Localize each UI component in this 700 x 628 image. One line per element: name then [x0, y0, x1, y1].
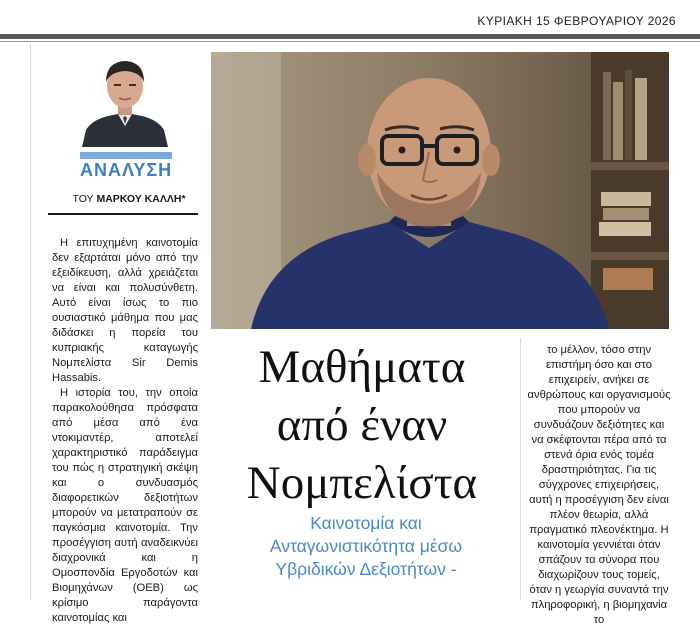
byline-rule — [48, 213, 198, 215]
byline-author: ΜΑΡΚΟΥ ΚΑΛΛΗ* — [96, 193, 186, 205]
byline-prefix: ΤΟΥ — [72, 193, 94, 205]
author-portrait-icon — [80, 52, 170, 147]
header-thin-rule — [0, 41, 700, 42]
column-divider — [520, 338, 521, 600]
issue-date: ΚΥΡΙΑΚΗ 15 ΦΕΒΡΟΥΑΡΙΟΥ 2026 — [477, 14, 676, 28]
article-column-left — [52, 236, 198, 626]
interviewee-portrait-icon — [211, 52, 669, 329]
section-label: ΑΝΑΛΥΣΗ — [80, 160, 173, 180]
headline-line: από έναν — [276, 399, 448, 451]
article-column-right: το μέλλον, τόσο στην επιστήμη όσο και στο επιχειρείν, ανήκει σε ανθρώπους και οργανισμούς που μπορούν να συνδυάζουν δεξιότητες και να σκέφτονται πέρα από τα στενά όρια ενός τομέα δραστηριότητας. Για τις σύγχρονες επιχειρήσεις, αυτή η προσέγγιση δεν είναι πλέον θεωρία, αλλά πραγματικό πλεονέκτημα. Η καινοτομία γεννιέται όταν σπάζουν τα σύνορα που διαχωρίζουν τους τομείς, όταν η γεωργία συναντά την πληροφορική, η βιομηχανία το — [527, 344, 671, 626]
byline — [62, 193, 196, 205]
subhead-line: Καινοτομία και — [310, 513, 422, 533]
headline-line: Νομπελίστα — [246, 457, 478, 509]
margin-rule — [30, 44, 31, 600]
subhead-line: Ανταγωνιστικότητα μέσω — [269, 536, 463, 556]
article-headline — [212, 338, 512, 512]
body-paragraph: Η επιτυχημένη καινοτομία δεν εξαρτάται μόνο από την εξειδίκευση, αλλά χρειάζεται να είναι και πολυσύνθετη. Αυτό είναι ίσως το πιο ουσιαστικό μάθημα που μας διδάσκει η πορεία του κυπριακής καταγωγής Νομπελίστα Sir Demis Hassabis. — [52, 237, 198, 384]
section-accent-bar — [80, 152, 172, 159]
header-rule — [0, 34, 700, 39]
body-paragraph: Η ιστορία του, την οποία παρακολούθησα πρόσφατα από μέσα από ένα ντοκιμαντέρ, αποτελεί χαρακτηριστικό παράδειγμα του πώς η στρατηγική σκέψη και ο συνδυασμός διαφορετικών δεξιοτήτων μπορούν να μετατραπούν σε παγκόσμια καινοτομία. Την προσέγγιση αυτή αναδεικνύει διαχρονικά και η Ομοσπονδία Εργοδοτών και Βιομηχάνων (ΟΕΒ) ως κρίσιμο παράγοντα καινοτομίας και — [52, 387, 198, 624]
article-subhead — [218, 512, 514, 581]
headline-line: Μαθήματα — [258, 341, 466, 393]
subhead-line: Υβριδικών Δεξιοτήτων - — [275, 559, 457, 579]
